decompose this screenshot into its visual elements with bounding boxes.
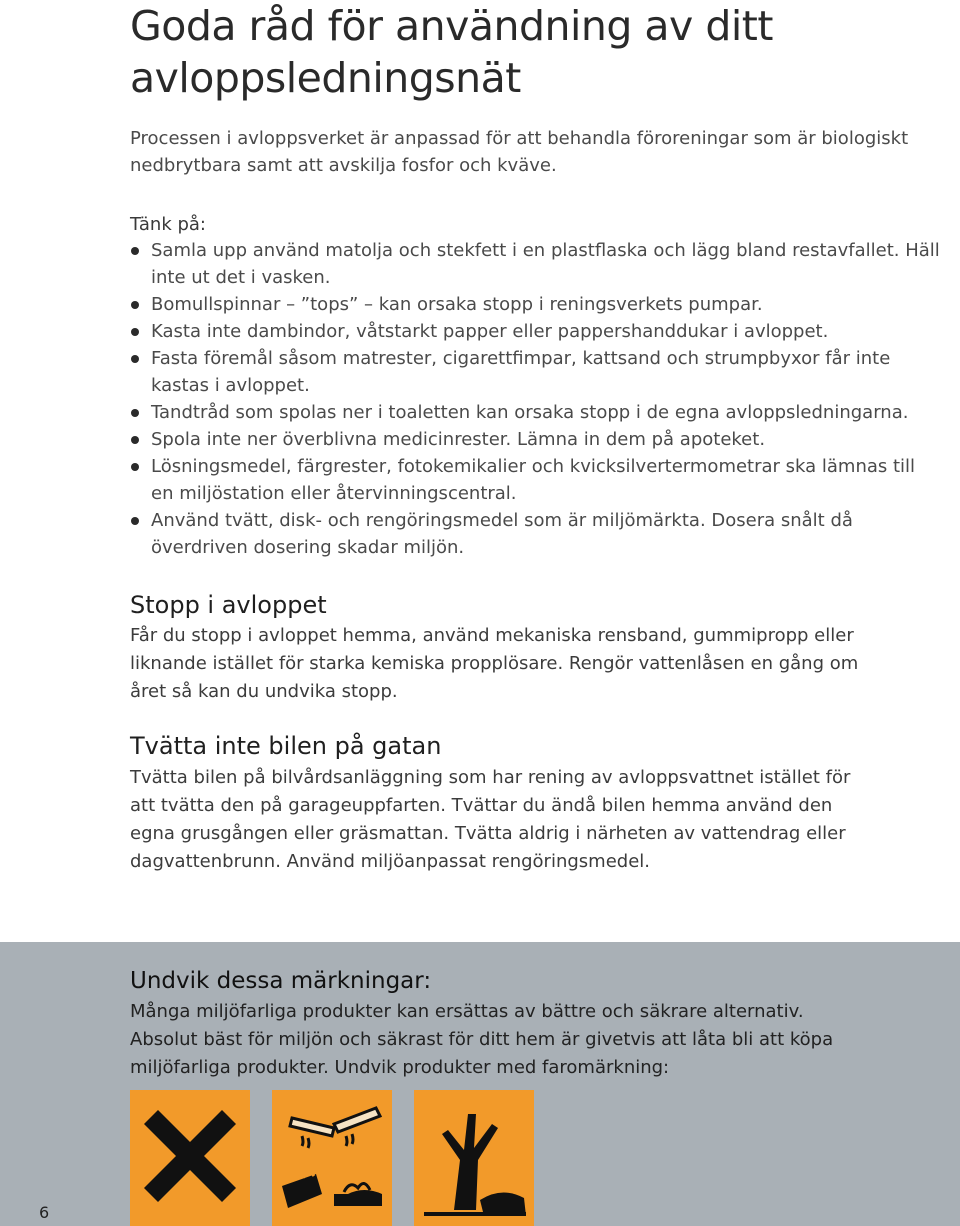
list-item <box>130 453 940 507</box>
section-heading-stopp: Stopp i avloppet <box>130 591 327 619</box>
warning-text: Många miljöfarliga produkter kan ersättas av bättre och säkrare alternativ. Absolut bäst för miljön och säkrast för ditt hem är givetvis att låta bli att köpa miljöfarliga produkter. Undvik produkter med faromärkning: <box>130 1001 834 1078</box>
section-text-stopp: Får du stopp i avloppet hemma, använd mekaniska rensband, gummipropp eller liknande istället för starka kemiska propplösare. Rengör vattenlåsen en gång om året så kan du undvika stopp. <box>130 625 859 702</box>
list-item-text: Använd tvätt, disk- och rengöringsmedel som är miljömärkta. Dosera snålt då överdriven dosering skadar miljön. <box>151 510 853 558</box>
section-heading-bilen: Tvätta inte bilen på gatan <box>130 732 442 760</box>
section-text-bilen: Tvätta bilen på bilvårdsanläggning som har rening av avloppsvattnet istället för att tvätta den på garageuppfarten. Tvättar du ändå bilen hemma använd den egna grusgången eller gräsmattan. Tvätta aldrig i närheten av vattendrag eller dagvattenbrunn. Använd miljöanpassat rengöringsmedel. <box>130 767 851 872</box>
bullet-icon <box>131 463 139 471</box>
list-item <box>130 291 940 318</box>
bullet-icon <box>131 247 139 255</box>
bullet-icon <box>131 355 139 363</box>
bullet-icon <box>131 436 139 444</box>
tips-list <box>130 237 940 561</box>
list-item <box>130 399 940 426</box>
corrosive-icon <box>272 1090 392 1226</box>
list-item-text: Lösningsmedel, färgrester, fotokemikalier och kvicksilvertermometrar ska lämnas till en miljöstation eller återvinningscentral. <box>151 456 916 504</box>
tips-label: Tänk på: <box>130 214 206 235</box>
bullet-icon <box>131 328 139 336</box>
list-item-text: Samla upp använd matolja och stekfett i en plastflaska och lägg bland restavfallet. Häll inte ut det i vasken. <box>151 240 940 288</box>
page-number: 6 <box>39 1203 50 1222</box>
list-item-text: Bomullspinnar – ”tops” – kan orsaka stopp i reningsverkets pumpar. <box>151 294 763 315</box>
list-item <box>130 507 940 561</box>
list-item-text: Spola inte ner överblivna medicinrester. Lämna in dem på apoteket. <box>151 429 766 450</box>
list-item-text: Kasta inte dambindor, våtstarkt papper eller pappershanddukar i avloppet. <box>151 321 829 342</box>
page-title: Goda råd för användning av ditt avloppsledningsnät <box>130 2 773 102</box>
warning-heading: Undvik dessa märkningar: <box>130 968 432 994</box>
list-item <box>130 426 940 453</box>
environment-hazard-icon <box>414 1090 534 1226</box>
list-item <box>130 345 940 399</box>
list-item <box>130 237 940 291</box>
hazard-x-icon <box>130 1090 250 1226</box>
list-item-text: Fasta föremål såsom matrester, cigarettfimpar, kattsand och strumpbyxor får inte kastas i avloppet. <box>151 348 891 396</box>
bullet-icon <box>131 301 139 309</box>
bullet-icon <box>131 409 139 417</box>
intro-text: Processen i avloppsverket är anpassad för att behandla föroreningar som är biologiskt nedbrytbara samt att avskilja fosfor och kväve. <box>130 128 909 176</box>
bullet-icon <box>131 517 139 525</box>
list-item <box>130 318 940 345</box>
list-item-text: Tandtråd som spolas ner i toaletten kan orsaka stopp i de egna avloppsledningarna. <box>151 402 909 423</box>
